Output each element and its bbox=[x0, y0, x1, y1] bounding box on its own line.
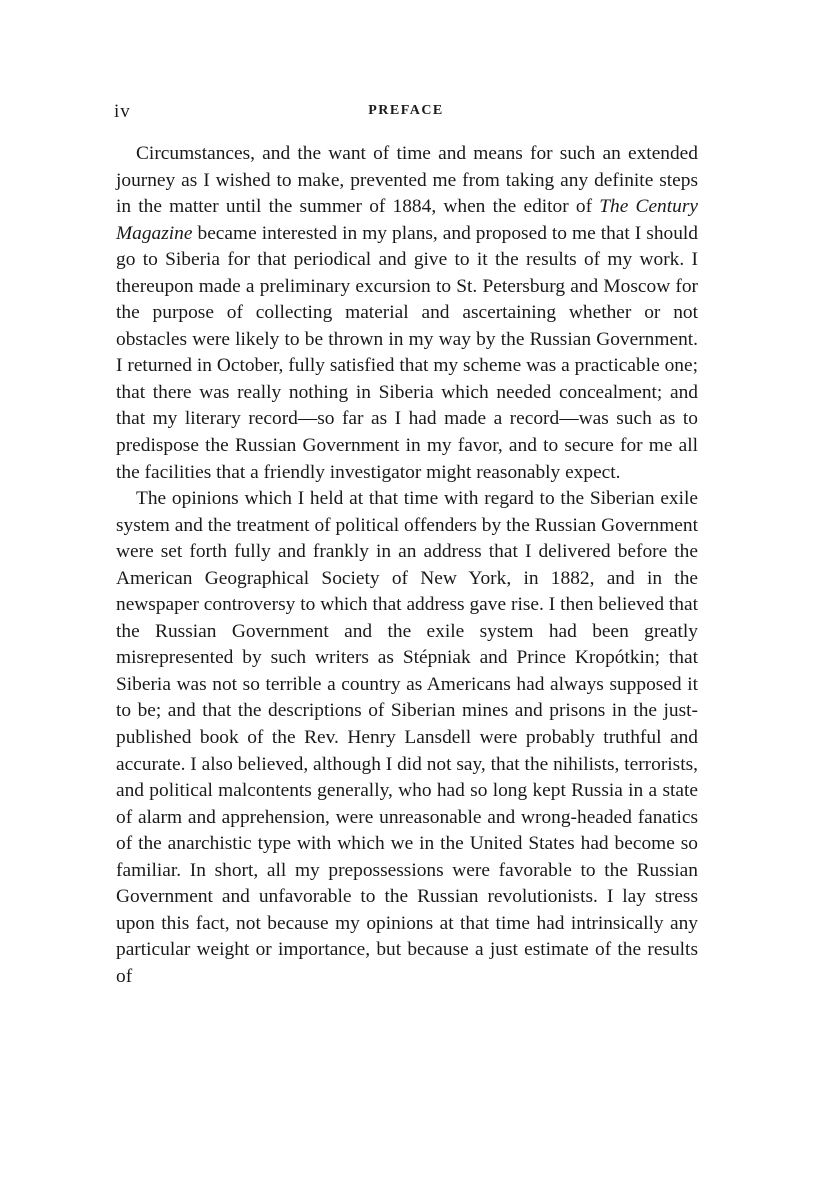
paragraph-1-text-end: became interested in my plans, and proposed to me that I should go to Siberia for that periodical and give to it the results of my work. I thereupon made a preliminary excursion to St. Petersburg and Moscow for the purpose of collecting material and ascertaining whether or not obstacles were likely to be thrown in my way by the Russian Government. I returned in October, fully satisfied that my scheme was a practicable one; that there was really nothing in Siberia which needed concealment; and that my literary record—so far as I had made a record—was such as to predispose the Russian Government in my favor, and to secure for me all the facilities that a friendly investigator might reasonably expect. bbox=[116, 222, 698, 483]
page-number: iv bbox=[114, 101, 131, 122]
running-head bbox=[114, 101, 698, 125]
body-text bbox=[116, 141, 698, 991]
chapter-header: PREFACE bbox=[368, 103, 444, 118]
paragraph-2: The opinions which I held at that time with regard to the Siberian exile system and the treatment of political offenders by the Russian Government were set forth fully and frankly in an address that I delivered before the American Geographical Society of New York, in 1882, and in the newspaper controversy to which that address gave rise. I then believed that the Russian Government and the exile system had been greatly misrepresented by such writers as Stépniak and Prince Kropótkin; that Siberia was not so terrible a country as Americans had always supposed it to be; and that the descriptions of Siberian mines and prisons in the just-published book of the Rev. Henry Lansdell were probably truthful and accurate. I also believed, although I did not say, that the nihilists, terrorists, and political malcontents generally, who had so long kept Russia in a state of alarm and apprehension, were unreasonable and wrong-headed fanatics of the anarchistic type with which we in the United States had become so familiar. In short, all my prepossessions were favorable to the Russian Government and unfavorable to the Russian revolutionists. I lay stress upon this fact, not because my opinions at that time had intrinsically any particular weight or importance, but because a just estimate of the results of bbox=[116, 488, 698, 987]
magazine-title: The Century Magazine bbox=[116, 196, 698, 244]
paragraph-1 bbox=[116, 141, 698, 486]
paragraph-1-text-start: Circumstances, and the want of time and means for such an extended journey as I wished to make, prevented me from taking any definite steps in the matter until the summer of 1884, when the editor of bbox=[116, 143, 698, 218]
